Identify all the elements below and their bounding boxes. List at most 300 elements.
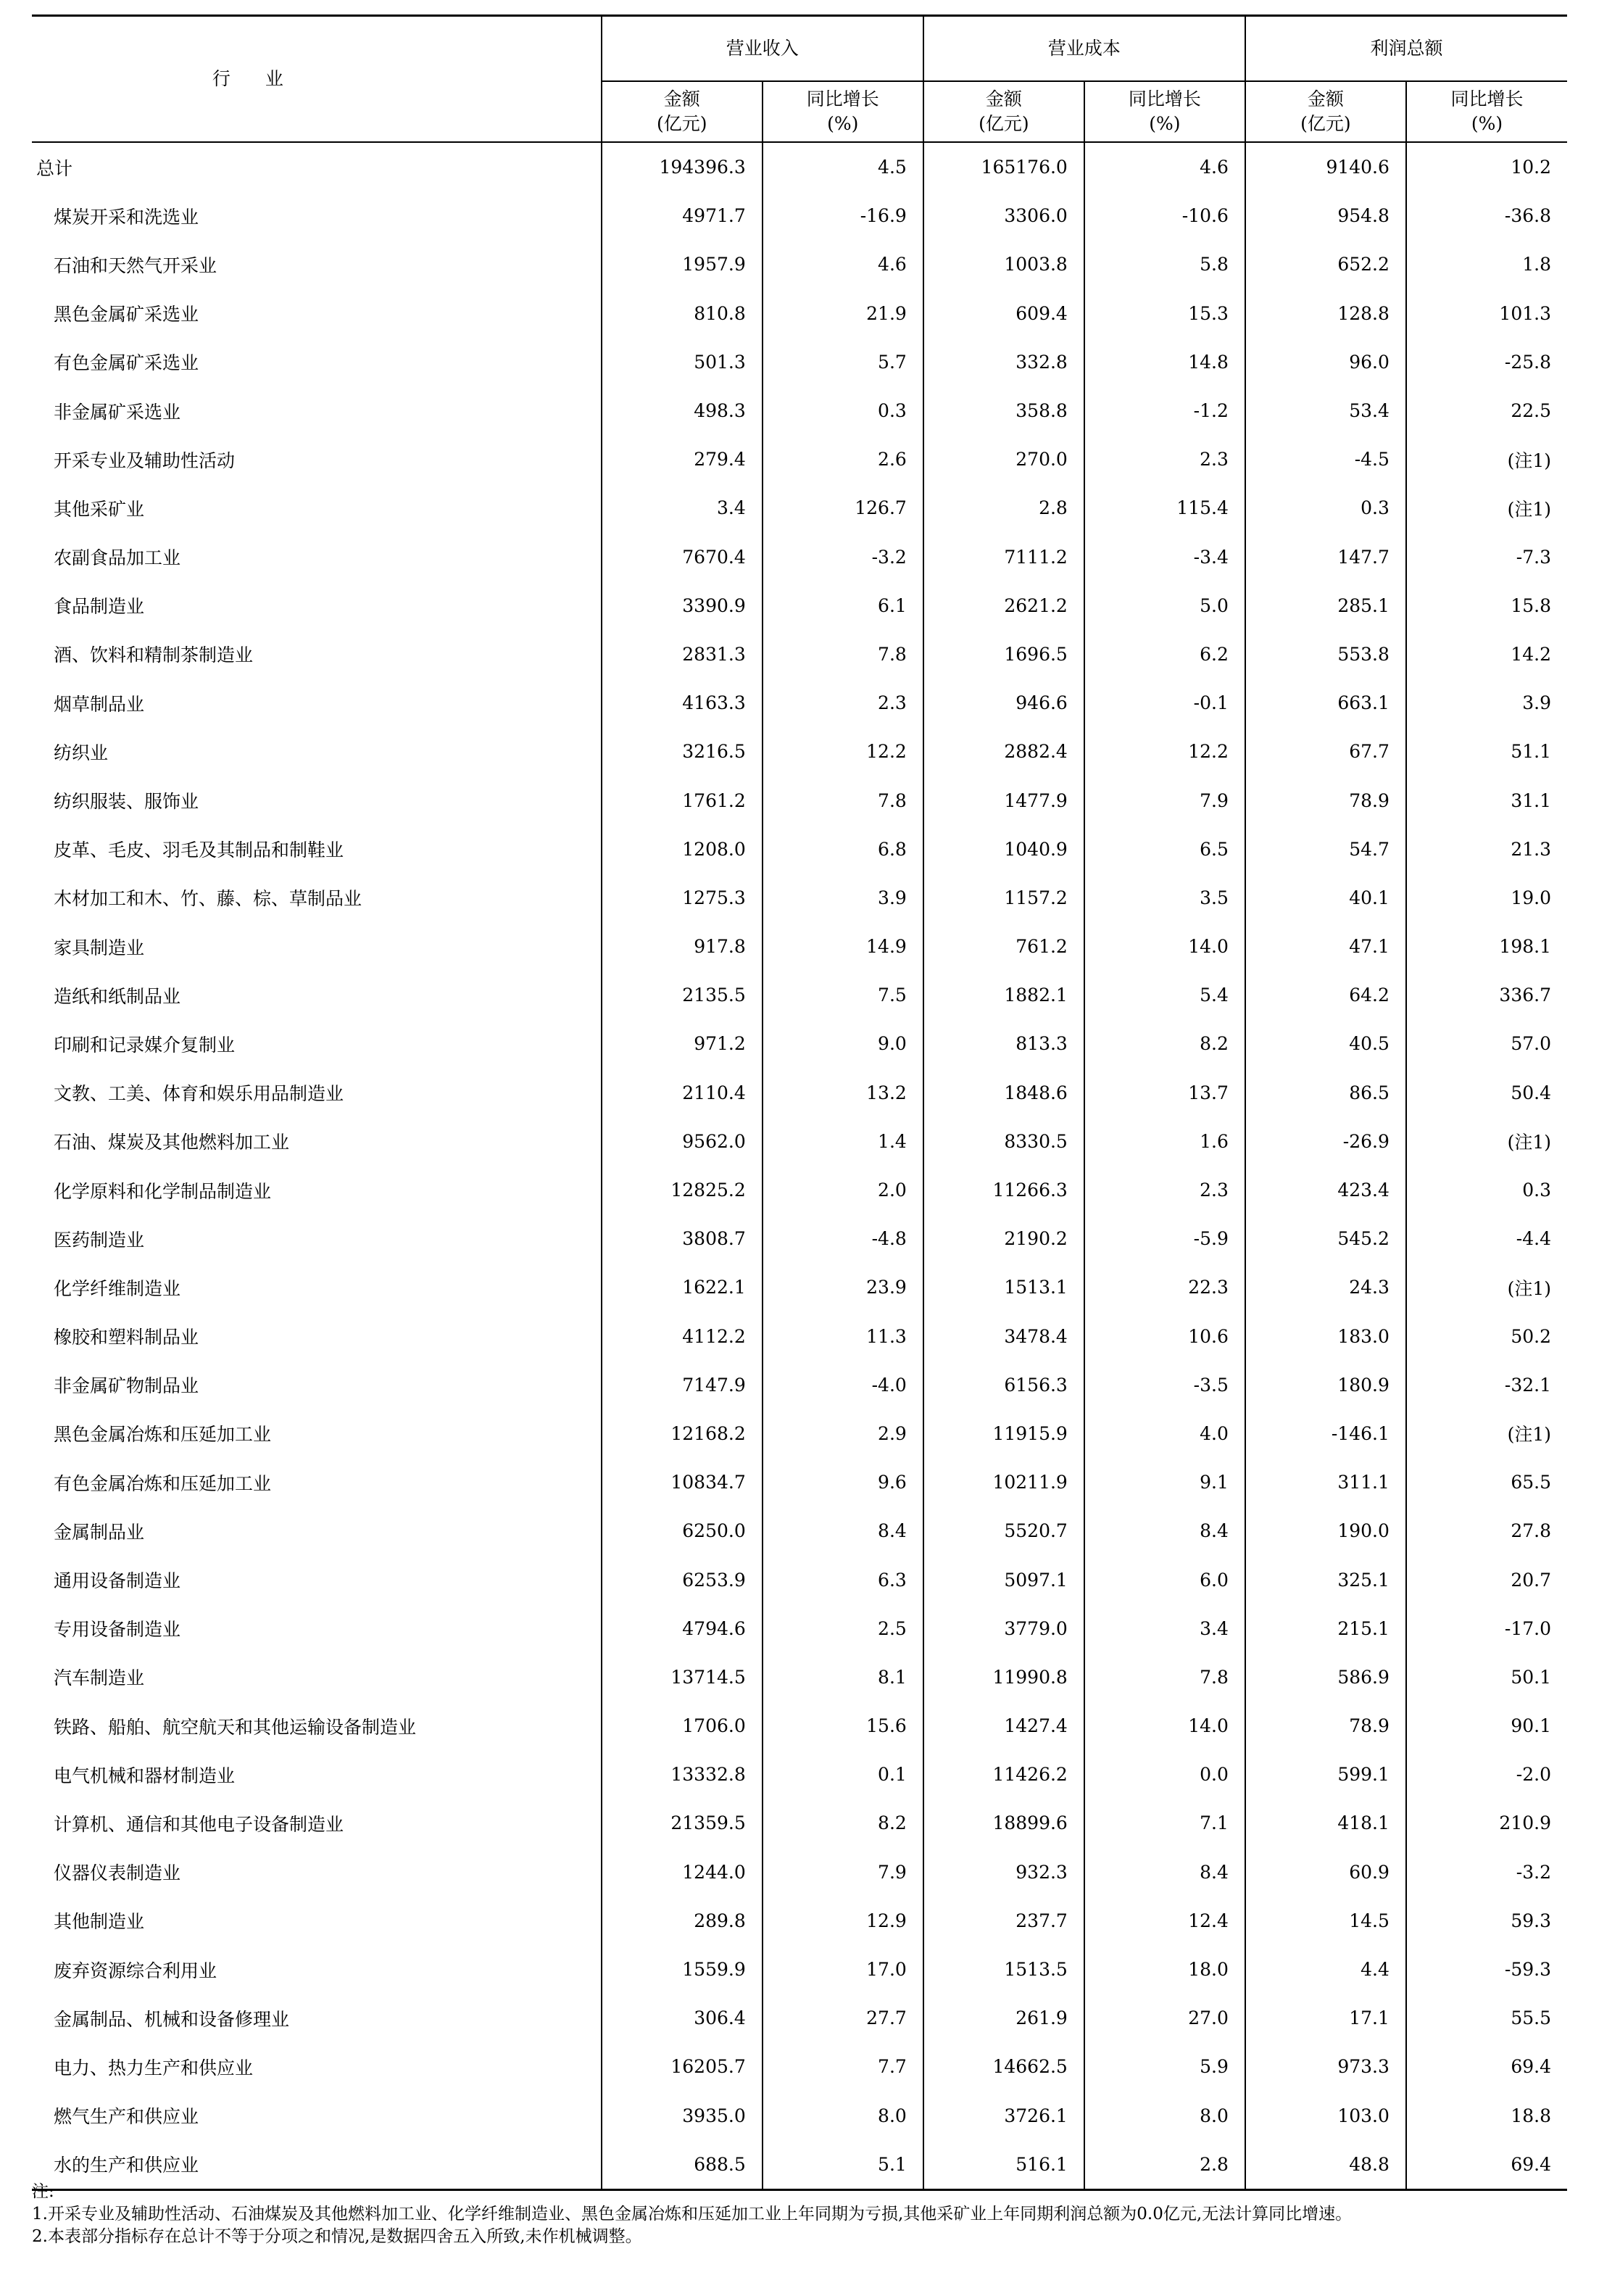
revenue-growth-cell: 8.2 (763, 1799, 923, 1847)
industry-financial-table (32, 14, 1567, 2191)
cost-growth-cell: 115.4 (1084, 484, 1245, 532)
profit-growth-cell: 14.2 (1406, 630, 1567, 679)
industry-name-cell: 其他制造业 (54, 1911, 145, 1933)
revenue-growth-cell: 12.2 (763, 727, 923, 776)
cost-growth-cell: 14.8 (1084, 338, 1245, 386)
profit-growth-cell: -36.8 (1406, 191, 1567, 240)
cost-growth-cell: 5.0 (1084, 581, 1245, 630)
profit-amount-cell: 17.1 (1245, 1994, 1406, 2042)
cost-amount-cell: 2621.2 (923, 581, 1084, 630)
industry-name-cell: 专用设备制造业 (54, 1619, 181, 1641)
table-row (32, 581, 1567, 630)
cost-amount-cell: 10211.9 (923, 1458, 1084, 1507)
cost-growth-cell: -3.4 (1084, 533, 1245, 581)
profit-growth-cell: 50.4 (1406, 1069, 1567, 1117)
industry-name-cell: 农副食品加工业 (54, 547, 181, 569)
cost-growth-cell: 9.1 (1084, 1458, 1245, 1507)
profit-growth-cell: (注1) (1406, 484, 1567, 532)
profit-growth-cell: 18.8 (1406, 2092, 1567, 2140)
profit-amount-cell: -26.9 (1245, 1117, 1406, 1166)
revenue-amount-cell: 12168.2 (602, 1409, 763, 1458)
industry-name-cell: 燃气生产和供应业 (54, 2106, 199, 2128)
table-row (32, 191, 1567, 240)
cost-amount-cell: 3306.0 (923, 191, 1084, 240)
profit-amount-cell: 40.1 (1245, 874, 1406, 922)
revenue-amount-cell: 10834.7 (602, 1458, 763, 1507)
industry-name-cell: 皮革、毛皮、羽毛及其制品和制鞋业 (54, 840, 344, 861)
profit-growth-cell: (注1) (1406, 1117, 1567, 1166)
profit-amount-cell: 9140.6 (1245, 142, 1406, 191)
cost-amount-cell: 358.8 (923, 386, 1084, 435)
revenue-growth-cell: 6.1 (763, 581, 923, 630)
cost-amount-cell: 2190.2 (923, 1214, 1084, 1263)
revenue-growth-cell: 126.7 (763, 484, 923, 532)
revenue-growth-cell: 2.9 (763, 1409, 923, 1458)
cost-amount-cell: 11426.2 (923, 1750, 1084, 1799)
cost-amount-cell: 946.6 (923, 679, 1084, 727)
profit-amount-cell: 4.4 (1245, 1945, 1406, 1994)
revenue-amount-cell: 2110.4 (602, 1069, 763, 1117)
profit-growth-cell: 15.8 (1406, 581, 1567, 630)
cost-amount-cell: 1477.9 (923, 776, 1084, 824)
profit-growth-cell: -59.3 (1406, 1945, 1567, 1994)
industry-name-cell: 非金属矿采选业 (54, 401, 181, 423)
revenue-amount-cell: 1559.9 (602, 1945, 763, 1994)
cost-amount-cell: 6156.3 (923, 1361, 1084, 1409)
profit-growth-cell: -32.1 (1406, 1361, 1567, 1409)
revenue-amount-cell: 917.8 (602, 922, 763, 971)
revenue-growth-cell: 0.3 (763, 386, 923, 435)
table-row (32, 874, 1567, 922)
revenue-growth-cell: 13.2 (763, 1069, 923, 1117)
revenue-growth-cell: 4.5 (763, 142, 923, 191)
industry-name-cell: 酒、饮料和精制茶制造业 (54, 645, 254, 666)
revenue-amount-cell: 3935.0 (602, 2092, 763, 2140)
cost-amount-cell: 1040.9 (923, 825, 1084, 874)
cost-amount-cell: 1848.6 (923, 1069, 1084, 1117)
revenue-amount-cell: 3.4 (602, 484, 763, 532)
revenue-growth-cell: 15.6 (763, 1702, 923, 1750)
profit-growth-cell: -2.0 (1406, 1750, 1567, 1799)
table-row (32, 776, 1567, 824)
profit-amount-cell: 190.0 (1245, 1507, 1406, 1555)
profit-amount-cell: 599.1 (1245, 1750, 1406, 1799)
industry-name-cell: 家具制造业 (54, 937, 145, 958)
profit-growth-cell: 51.1 (1406, 727, 1567, 776)
table-row (32, 1897, 1567, 1945)
cost-amount-cell: 761.2 (923, 922, 1084, 971)
revenue-growth-cell: 17.0 (763, 1945, 923, 1994)
table-row (32, 435, 1567, 484)
cost-amount-cell: 5520.7 (923, 1507, 1084, 1555)
cost-growth-cell: 12.4 (1084, 1897, 1245, 1945)
cost-amount-cell: 609.4 (923, 289, 1084, 338)
profit-amount-cell: -146.1 (1245, 1409, 1406, 1458)
revenue-growth-cell: 5.1 (763, 2140, 923, 2190)
profit-amount-cell: 60.9 (1245, 1848, 1406, 1897)
profit-growth-cell: (注1) (1406, 435, 1567, 484)
industry-name-cell: 有色金属矿采选业 (54, 352, 199, 374)
revenue-growth-cell: 9.0 (763, 1019, 923, 1068)
industry-name-cell: 食品制造业 (54, 596, 145, 618)
cost-growth-cell: 4.6 (1084, 142, 1245, 191)
revenue-amount-cell: 2135.5 (602, 971, 763, 1019)
cost-growth-cell: 7.1 (1084, 1799, 1245, 1847)
cost-growth-cell: 2.3 (1084, 1166, 1245, 1214)
profit-growth-cell: 22.5 (1406, 386, 1567, 435)
revenue-growth-cell: 12.9 (763, 1897, 923, 1945)
table-row (32, 1069, 1567, 1117)
table-row (32, 1409, 1567, 1458)
revenue-amount-cell: 194396.3 (602, 142, 763, 191)
revenue-amount-cell: 7670.4 (602, 533, 763, 581)
revenue-growth-cell: -4.8 (763, 1214, 923, 1263)
revenue-amount-cell: 9562.0 (602, 1117, 763, 1166)
profit-growth-cell: 10.2 (1406, 142, 1567, 191)
profit-amount-cell: 215.1 (1245, 1604, 1406, 1653)
revenue-amount-cell: 13714.5 (602, 1653, 763, 1702)
total-row (32, 142, 1567, 191)
profit-growth-cell: 19.0 (1406, 874, 1567, 922)
profit-growth-header: 同比增长 (%) (1406, 81, 1567, 142)
revenue-growth-cell: 7.9 (763, 1848, 923, 1897)
profit-growth-cell: 69.4 (1406, 2042, 1567, 2091)
profit-growth-cell: -17.0 (1406, 1604, 1567, 1653)
cost-amount-cell: 1003.8 (923, 240, 1084, 289)
profit-growth-cell: 336.7 (1406, 971, 1567, 1019)
table-row (32, 922, 1567, 971)
industry-name-cell: 黑色金属冶炼和压延加工业 (54, 1424, 272, 1446)
cost-amount-cell: 1513.1 (923, 1263, 1084, 1311)
profit-amount-cell: 553.8 (1245, 630, 1406, 679)
industry-name-cell: 金属制品业 (54, 1521, 145, 1543)
cost-amount-cell: 165176.0 (923, 142, 1084, 191)
revenue-growth-cell: -4.0 (763, 1361, 923, 1409)
revenue-growth-cell: 6.8 (763, 825, 923, 874)
cost-growth-cell: 8.0 (1084, 2092, 1245, 2140)
revenue-amount-cell: 3390.9 (602, 581, 763, 630)
industry-name-cell: 医药制造业 (54, 1229, 145, 1251)
profit-amount-cell: 652.2 (1245, 240, 1406, 289)
profit-amount-cell: 14.5 (1245, 1897, 1406, 1945)
revenue-growth-cell: 1.4 (763, 1117, 923, 1166)
cost-group-header: 营业成本 (923, 16, 1245, 82)
cost-amount-cell: 8330.5 (923, 1117, 1084, 1166)
cost-growth-cell: -1.2 (1084, 386, 1245, 435)
revenue-amount-cell: 1622.1 (602, 1263, 763, 1311)
revenue-amount-cell: 3216.5 (602, 727, 763, 776)
revenue-growth-cell: 3.9 (763, 874, 923, 922)
table-row (32, 1263, 1567, 1311)
profit-growth-cell: 50.1 (1406, 1653, 1567, 1702)
revenue-amount-cell: 1208.0 (602, 825, 763, 874)
cost-amount-cell: 18899.6 (923, 1799, 1084, 1847)
cost-growth-cell: 3.5 (1084, 874, 1245, 922)
profit-growth-cell: 20.7 (1406, 1555, 1567, 1604)
profit-growth-cell: 65.5 (1406, 1458, 1567, 1507)
table-row (32, 1507, 1567, 1555)
cost-amount-cell: 237.7 (923, 1897, 1084, 1945)
cost-growth-cell: 27.0 (1084, 1994, 1245, 2042)
profit-growth-cell: 90.1 (1406, 1702, 1567, 1750)
profit-growth-cell: 3.9 (1406, 679, 1567, 727)
revenue-growth-cell: -16.9 (763, 191, 923, 240)
table-row (32, 1555, 1567, 1604)
industry-name-cell: 烟草制品业 (54, 693, 145, 715)
cost-growth-cell: 8.4 (1084, 1848, 1245, 1897)
table-row (32, 1117, 1567, 1166)
cost-growth-cell: 5.9 (1084, 2042, 1245, 2091)
profit-amount-cell: 64.2 (1245, 971, 1406, 1019)
profit-growth-cell: -25.8 (1406, 338, 1567, 386)
industry-column-header: 行 业 (32, 16, 602, 143)
cost-amount-cell: 11990.8 (923, 1653, 1084, 1702)
cost-growth-cell: 22.3 (1084, 1263, 1245, 1311)
cost-amount-cell: 332.8 (923, 338, 1084, 386)
cost-amount-cell: 813.3 (923, 1019, 1084, 1068)
notes-title: 注: (32, 2182, 54, 2201)
revenue-growth-cell: 8.0 (763, 2092, 923, 2140)
table-row (32, 1361, 1567, 1409)
profit-amount-header: 金额 (亿元) (1245, 81, 1406, 142)
profit-amount-cell: 663.1 (1245, 679, 1406, 727)
table-row (32, 1750, 1567, 1799)
revenue-amount-cell: 4163.3 (602, 679, 763, 727)
industry-name-cell: 开采专业及辅助性活动 (54, 449, 236, 471)
profit-amount-cell: 311.1 (1245, 1458, 1406, 1507)
profit-growth-cell: 31.1 (1406, 776, 1567, 824)
profit-growth-cell: (注1) (1406, 1409, 1567, 1458)
revenue-amount-cell: 16205.7 (602, 2042, 763, 2091)
revenue-growth-cell: 23.9 (763, 1263, 923, 1311)
profit-amount-cell: 96.0 (1245, 338, 1406, 386)
revenue-amount-header: 金额 (亿元) (602, 81, 763, 142)
industry-name-cell: 电力、热力生产和供应业 (54, 2057, 254, 2079)
profit-growth-cell: -3.2 (1406, 1848, 1567, 1897)
profit-amount-cell: 180.9 (1245, 1361, 1406, 1409)
profit-amount-cell: 325.1 (1245, 1555, 1406, 1604)
revenue-growth-cell: 7.7 (763, 2042, 923, 2091)
industry-name-cell: 有色金属冶炼和压延加工业 (54, 1472, 272, 1494)
cost-growth-cell: -0.1 (1084, 679, 1245, 727)
revenue-growth-cell: 5.7 (763, 338, 923, 386)
profit-amount-cell: 48.8 (1245, 2140, 1406, 2190)
table-row (32, 1994, 1567, 2042)
profit-growth-cell: 55.5 (1406, 1994, 1567, 2042)
cost-amount-cell: 2.8 (923, 484, 1084, 532)
cost-amount-cell: 932.3 (923, 1848, 1084, 1897)
profit-growth-cell: 59.3 (1406, 1897, 1567, 1945)
revenue-amount-cell: 1275.3 (602, 874, 763, 922)
revenue-amount-cell: 4794.6 (602, 1604, 763, 1653)
cost-growth-cell: 7.8 (1084, 1653, 1245, 1702)
revenue-growth-cell: 0.1 (763, 1750, 923, 1799)
table-row (32, 825, 1567, 874)
profit-amount-cell: 78.9 (1245, 776, 1406, 824)
revenue-growth-cell: 7.8 (763, 776, 923, 824)
revenue-amount-cell: 306.4 (602, 1994, 763, 2042)
profit-amount-cell: 128.8 (1245, 289, 1406, 338)
cost-growth-cell: 3.4 (1084, 1604, 1245, 1653)
profit-growth-cell: 27.8 (1406, 1507, 1567, 1555)
cost-growth-cell: 18.0 (1084, 1945, 1245, 1994)
table-row (32, 1166, 1567, 1214)
profit-amount-cell: 954.8 (1245, 191, 1406, 240)
cost-amount-cell: 11266.3 (923, 1166, 1084, 1214)
revenue-amount-cell: 12825.2 (602, 1166, 763, 1214)
revenue-amount-cell: 4971.7 (602, 191, 763, 240)
table-row (32, 289, 1567, 338)
revenue-growth-cell: 9.6 (763, 1458, 923, 1507)
cost-amount-cell: 261.9 (923, 1994, 1084, 2042)
cost-growth-cell: 2.8 (1084, 2140, 1245, 2190)
industry-name-cell: 木材加工和木、竹、藤、棕、草制品业 (54, 888, 362, 910)
table-row (32, 386, 1567, 435)
profit-amount-cell: 545.2 (1245, 1214, 1406, 1263)
profit-amount-cell: 53.4 (1245, 386, 1406, 435)
industry-name-cell: 化学原料和化学制品制造业 (54, 1180, 272, 1202)
table-row (32, 727, 1567, 776)
profit-amount-cell: 40.5 (1245, 1019, 1406, 1068)
cost-amount-cell: 270.0 (923, 435, 1084, 484)
industry-name-cell: 通用设备制造业 (54, 1570, 181, 1592)
cost-amount-cell: 11915.9 (923, 1409, 1084, 1458)
table-row (32, 1604, 1567, 1653)
cost-amount-cell: 7111.2 (923, 533, 1084, 581)
industry-name-cell: 印刷和记录媒介复制业 (54, 1034, 236, 1056)
revenue-growth-cell: 2.0 (763, 1166, 923, 1214)
cost-growth-cell: 14.0 (1084, 1702, 1245, 1750)
revenue-amount-cell: 6253.9 (602, 1555, 763, 1604)
revenue-growth-cell: 7.8 (763, 630, 923, 679)
cost-amount-cell: 1157.2 (923, 874, 1084, 922)
revenue-amount-cell: 289.8 (602, 1897, 763, 1945)
cost-growth-cell: 7.9 (1084, 776, 1245, 824)
cost-growth-cell: 6.5 (1084, 825, 1245, 874)
table-row (32, 1799, 1567, 1847)
cost-growth-cell: 5.8 (1084, 240, 1245, 289)
revenue-amount-cell: 2831.3 (602, 630, 763, 679)
revenue-growth-cell: 8.1 (763, 1653, 923, 1702)
revenue-growth-cell: 11.3 (763, 1312, 923, 1361)
revenue-amount-cell: 501.3 (602, 338, 763, 386)
note-2: 2.本表部分指标存在总计不等于分项之和情况,是数据四舍五入所致,未作机械调整。 (32, 2227, 642, 2246)
revenue-amount-cell: 1761.2 (602, 776, 763, 824)
table-row (32, 2092, 1567, 2140)
revenue-growth-cell: 21.9 (763, 289, 923, 338)
profit-amount-cell: 586.9 (1245, 1653, 1406, 1702)
industry-name-cell: 黑色金属矿采选业 (54, 304, 199, 326)
revenue-growth-cell: 27.7 (763, 1994, 923, 2042)
industry-name-cell: 煤炭开采和洗选业 (54, 206, 199, 228)
industry-name-cell: 仪器仪表制造业 (54, 1862, 181, 1884)
revenue-amount-cell: 4112.2 (602, 1312, 763, 1361)
cost-growth-cell: -5.9 (1084, 1214, 1245, 1263)
profit-amount-cell: 423.4 (1245, 1166, 1406, 1214)
profit-growth-cell: 101.3 (1406, 289, 1567, 338)
cost-growth-cell: -3.5 (1084, 1361, 1245, 1409)
revenue-amount-cell: 1706.0 (602, 1702, 763, 1750)
table-row (32, 1848, 1567, 1897)
industry-name-cell: 橡胶和塑料制品业 (54, 1327, 199, 1348)
revenue-growth-cell: 8.4 (763, 1507, 923, 1555)
profit-amount-cell: 67.7 (1245, 727, 1406, 776)
industry-name-cell: 计算机、通信和其他电子设备制造业 (54, 1813, 344, 1835)
revenue-amount-cell: 279.4 (602, 435, 763, 484)
industry-name-cell: 汽车制造业 (54, 1667, 145, 1689)
cost-amount-cell: 3726.1 (923, 2092, 1084, 2140)
revenue-amount-cell: 7147.9 (602, 1361, 763, 1409)
table-row (32, 240, 1567, 289)
profit-amount-cell: 103.0 (1245, 2092, 1406, 2140)
revenue-growth-cell: 2.6 (763, 435, 923, 484)
profit-amount-cell: 54.7 (1245, 825, 1406, 874)
table-row (32, 484, 1567, 532)
revenue-amount-cell: 688.5 (602, 2140, 763, 2190)
cost-amount-cell: 2882.4 (923, 727, 1084, 776)
industry-name-cell: 化学纤维制造业 (54, 1277, 181, 1299)
profit-amount-cell: 0.3 (1245, 484, 1406, 532)
cost-growth-header: 同比增长 (%) (1084, 81, 1245, 142)
revenue-growth-cell: 14.9 (763, 922, 923, 971)
revenue-amount-cell: 1957.9 (602, 240, 763, 289)
profit-growth-cell: -7.3 (1406, 533, 1567, 581)
profit-growth-cell: 198.1 (1406, 922, 1567, 971)
cost-growth-cell: 1.6 (1084, 1117, 1245, 1166)
profit-amount-cell: 86.5 (1245, 1069, 1406, 1117)
table-header (32, 16, 1567, 143)
cost-growth-cell: 15.3 (1084, 289, 1245, 338)
revenue-growth-cell: 2.3 (763, 679, 923, 727)
footnotes (32, 2181, 1583, 2248)
profit-amount-cell: 973.3 (1245, 2042, 1406, 2091)
cost-growth-cell: 10.6 (1084, 1312, 1245, 1361)
revenue-group-header: 营业收入 (602, 16, 923, 82)
table-row (32, 679, 1567, 727)
revenue-growth-header: 同比增长 (%) (763, 81, 923, 142)
profit-growth-cell: 21.3 (1406, 825, 1567, 874)
industry-name-cell: 造纸和纸制品业 (54, 985, 181, 1007)
industry-name-cell: 水的生产和供应业 (32, 2140, 602, 2190)
cost-amount-cell: 516.1 (923, 2140, 1084, 2190)
industry-name-cell: 铁路、船舶、航空航天和其他运输设备制造业 (54, 1716, 417, 1738)
industry-name-cell: 废弃资源综合利用业 (54, 1960, 217, 1981)
table-row (32, 1019, 1567, 1068)
table-row (32, 2042, 1567, 2091)
revenue-amount-cell: 13332.8 (602, 1750, 763, 1799)
industry-name-cell: 电气机械和器材制造业 (54, 1765, 236, 1786)
table-row (32, 971, 1567, 1019)
profit-growth-cell: (注1) (1406, 1263, 1567, 1311)
table-row (32, 1458, 1567, 1507)
table-body (32, 142, 1567, 2189)
revenue-growth-cell: 7.5 (763, 971, 923, 1019)
revenue-amount-cell: 21359.5 (602, 1799, 763, 1847)
table-row (32, 1312, 1567, 1361)
revenue-growth-cell: 4.6 (763, 240, 923, 289)
industry-name-cell: 非金属矿物制品业 (54, 1375, 199, 1397)
industry-name-cell: 石油和天然气开采业 (54, 254, 217, 276)
profit-amount-cell: 285.1 (1245, 581, 1406, 630)
industry-name-cell: 总计 (36, 157, 73, 179)
cost-growth-cell: 6.2 (1084, 630, 1245, 679)
cost-growth-cell: 6.0 (1084, 1555, 1245, 1604)
cost-growth-cell: 4.0 (1084, 1409, 1245, 1458)
table-row (32, 630, 1567, 679)
profit-growth-cell: 0.3 (1406, 1166, 1567, 1214)
revenue-growth-cell: 6.3 (763, 1555, 923, 1604)
cost-growth-cell: 12.2 (1084, 727, 1245, 776)
